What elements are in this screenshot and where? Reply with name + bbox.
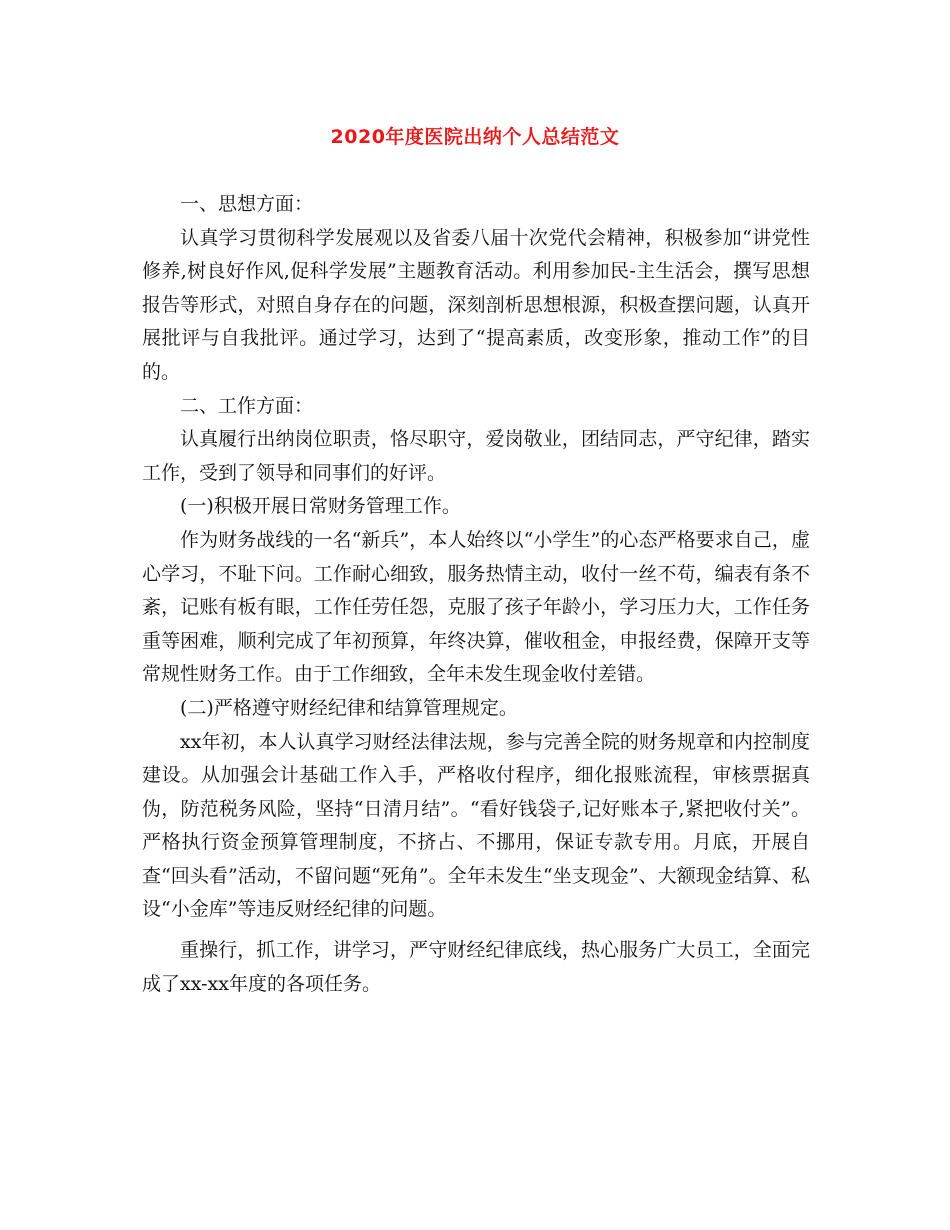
document-body (142, 188, 810, 1001)
section-heading-thought: 一、思想方面： (180, 193, 314, 215)
document-title: 2020年度医院出纳个人总结范文 (330, 126, 620, 148)
subsection-heading-discipline: (二)严格遵守财经纪律和结算管理规定。 (180, 696, 518, 719)
paragraph-discipline: xx年初，本人认真学习财经法律法规，参与完善全院的财务规章和内控制度建设。从加强会计基础工作入手，严格收付程序，细化报账流程，审核票据真伪，防范税务风险，坚持“日清月结”。“看好钱袋子,记好账本子,紧把收付关”。严格执行资金预算管理制度，不挤占、不挪用，保证专款专用。月底，开展自查“回头看”活动，不留问题“死角”。全年未发生“坐支现金”、大额现金结算、私设“小金库”等违反财经纪律的问题。 (142, 730, 810, 921)
paragraph-work-intro: 认真履行出纳岗位职责，恪尽职守，爱岗敬业，团结同志，严守纪律，踏实工作，受到了领导和同事们的好评。 (142, 428, 810, 484)
paragraph-thought: 认真学习贯彻科学发展观以及省委八届十次党代会精神，积极参加“讲党性修养,树良好作风,促科学发展”主题教育活动。利用参加民-主生活会，撰写思想报告等形式，对照自身存在的问题，深刻剖析思想根源，积极查摆问题，认真开展批评与自我批评。通过学习，达到了“提高素质，改变形象，推动工作”的目的。 (142, 226, 810, 383)
section-heading-work: 二、工作方面： (180, 394, 314, 417)
subsection-heading-daily-finance: (一)积极开展日常财务管理工作。 (180, 495, 461, 518)
paragraph-conclusion: 重操行，抓工作，讲学习，严守财经纪律底线，热心服务广大员工，全面完成了xx-xx年度的各项任务。 (142, 939, 810, 995)
paragraph-daily-finance: 作为财务战线的一名“新兵”，本人始终以“小学生”的心态严格要求自己，虚心学习，不耻下问。工作耐心细致，服务热情主动，收付一丝不苟，编表有条不紊，记账有板有眼，工作任劳任怨，克服了孩子年龄小，学习压力大，工作任务重等困难，顺利完成了年初预算，年终决算，催收租金，申报经费，保障开支等常规性财务工作。由于工作细致，全年未发生现金收付差错。 (142, 528, 810, 686)
